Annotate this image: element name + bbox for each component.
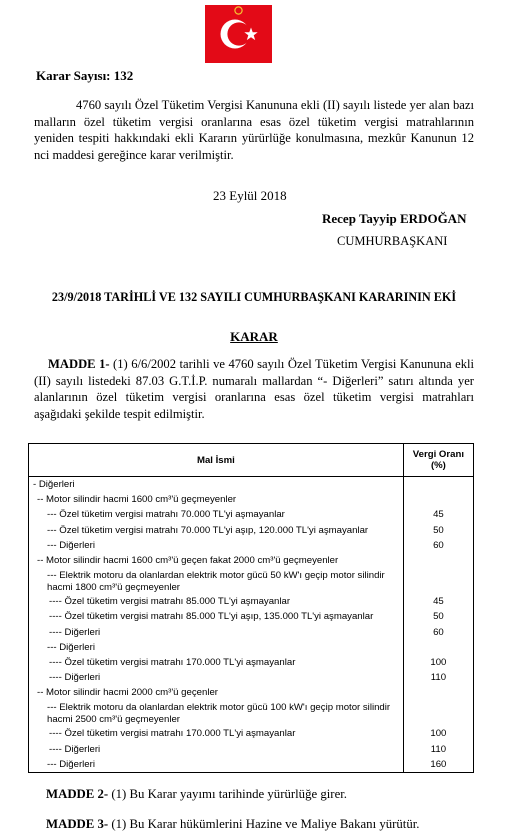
table-row-name: --- Elektrik motoru da olanlardan elektrik motor gücü 50 kW'ı geçip motor silindir hacmi 1800 cm³'ü geçmeyenler: [47, 570, 385, 594]
madde-1-text: (1) 6/6/2002 tarihli ve 4760 sayılı Özel Tüketim Vergisi Kanununa ekli (II) sayılı listedeki 87.03 G.T.İ.P. numaralı mallardan “- Diğerleri” satırı altında yer alanlarının özel tüketim vergisi oranlarına esas özel tüketim vergisi matrahları aşağıdaki şekilde tespit edilmiştir.: [34, 357, 474, 421]
madde-3-label: MADDE 3-: [46, 817, 109, 831]
madde-2-label: MADDE 2-: [46, 787, 109, 801]
tax-rate-table: [28, 443, 474, 773]
karar-heading: KARAR: [230, 329, 278, 344]
madde-2-text: (1) Bu Karar yayımı tarihinde yürürlüğe girer.: [108, 787, 348, 801]
madde-2: [46, 787, 347, 802]
madde-3: [46, 817, 420, 832]
table-row-rate: 100: [430, 656, 447, 668]
decision-number: Karar Sayısı: 132: [36, 68, 134, 83]
madde-1: [34, 356, 474, 422]
table-row-name: -- Motor silindir hacmi 1600 cm³'ü geçmeyenler: [37, 494, 237, 506]
table-row-rate: 110: [430, 743, 447, 755]
table-row-rate: [404, 700, 473, 726]
table-row-rate: 60: [433, 539, 444, 551]
table-row-rate: 110: [430, 672, 447, 684]
product-column: [29, 477, 404, 773]
rate-column: [403, 477, 473, 773]
table-row-name: ---- Diğerleri: [49, 672, 101, 684]
turkish-flag: [205, 5, 272, 63]
table-row-name: ---- Diğerleri: [49, 743, 101, 755]
table-row-rate: 60: [433, 626, 444, 638]
intro-paragraph: 4760 sayılı Özel Tüketim Vergisi Kanununa ekli (II) sayılı listede yer alan bazı malların özel tüketim vergisi oranlarına esas özel tüketim vergisi matrahlarının yeniden tespiti hakkındaki ekli Kararın yürürlüğe konulmasına, mezkûr Kanunun 12 nci maddesi gereğince karar verilmiştir.: [34, 98, 474, 162]
table-row-name: -- Motor silindir hacmi 2000 cm³'ü geçenler: [37, 687, 218, 699]
table-row-rate: 100: [430, 728, 447, 740]
table-row-rate: 45: [433, 509, 444, 521]
table-row-name: --- Özel tüketim vergisi matrahı 70.000 TL'yi aşmayanlar: [47, 509, 285, 521]
table-row-name: --- Diğerleri: [47, 758, 95, 770]
table-row-name: ---- Diğerleri: [49, 626, 101, 638]
col-header-rate: Vergi Oranı (%): [403, 444, 473, 477]
table-row-rate: [404, 568, 473, 594]
table-row-name: -- Motor silindir hacmi 1600 cm³'ü geçen fakat 2000 cm³'ü geçmeyenler: [37, 554, 339, 566]
table-row-rate: [404, 685, 473, 700]
table-row-rate: [404, 492, 473, 507]
table-row-name: - Diğerleri: [33, 479, 75, 490]
table-row-name: --- Elektrik motoru da olanlardan elektrik motor gücü 100 kW'ı geçip motor silindir hacmi 2500 cm³'ü geçmeyenler: [47, 702, 391, 726]
table-row-rate: [404, 553, 473, 568]
table-row-name: ---- Özel tüketim vergisi matrahı 85.000 TL'yi aşmayanlar: [49, 596, 291, 608]
col-header-product: Mal İsmi: [29, 444, 404, 477]
signer-title: CUMHURBAŞKANI: [337, 234, 448, 248]
annex-heading: 23/9/2018 TARİHLİ VE 132 SAYILI CUMHURBAŞKANI KARARININ EKİ: [51, 290, 457, 304]
signer-name: Recep Tayyip ERDOĞAN: [322, 211, 467, 226]
table-row-name: ---- Özel tüketim vergisi matrahı 170.000 TL'yi aşmayanlar: [49, 728, 296, 740]
table-row-rate: 45: [433, 596, 444, 608]
table-row-rate: 50: [433, 611, 444, 623]
table-row-name: ---- Özel tüketim vergisi matrahı 170.000 TL'yi aşmayanlar: [49, 656, 296, 668]
table-row-rate: 50: [433, 524, 444, 536]
table-row-rate: [404, 640, 473, 655]
table-row-rate: 160: [430, 758, 447, 770]
decree-date: 23 Eylül 2018: [213, 188, 287, 203]
table-row-name: --- Diğerleri: [47, 539, 95, 551]
madde-1-label: MADDE 1-: [48, 357, 110, 371]
table-row-name: ---- Özel tüketim vergisi matrahı 85.000 TL'yi aşıp, 135.000 TL'yi aşmayanlar: [49, 611, 374, 623]
table-row-name: --- Diğerleri: [47, 641, 95, 653]
table-row-rate: [404, 477, 473, 492]
madde-3-text: (1) Bu Karar hükümlerini Hazine ve Maliye Bakanı yürütür.: [108, 817, 420, 831]
table-row-name: --- Özel tüketim vergisi matrahı 70.000 TL'yi aşıp, 120.000 TL'yi aşmayanlar: [47, 524, 369, 536]
